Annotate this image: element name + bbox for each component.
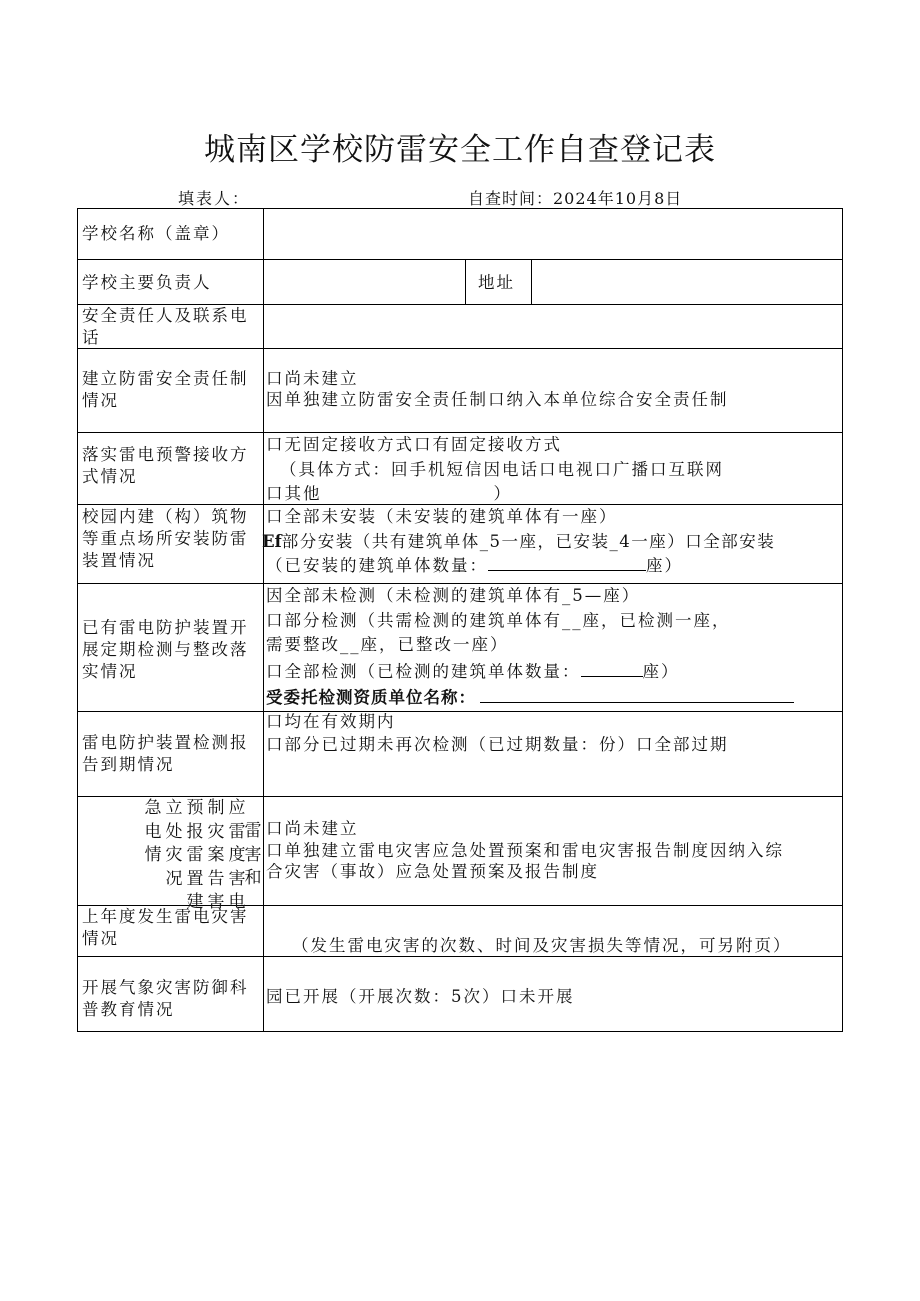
warning-other-blank[interactable] bbox=[322, 483, 494, 499]
emergency-label-col-1 bbox=[143, 797, 163, 868]
inspection-all-unit: 座） bbox=[642, 662, 680, 681]
inspection-none-unit: —座） bbox=[584, 586, 641, 605]
emergency-label-char: 预 bbox=[186, 798, 204, 818]
warning-line-1[interactable]: 口无固定接收方式口有固定接收方式 bbox=[266, 435, 562, 454]
education-option[interactable]: 园已开展（开展次数：5次）口未开展 bbox=[266, 987, 575, 1006]
emergency-label-char: 告 bbox=[207, 868, 225, 889]
report-label: 雷电防护装置检测报告到期情况 bbox=[82, 733, 249, 774]
emergency-label-char: 害 bbox=[207, 892, 225, 912]
address-field[interactable] bbox=[532, 260, 842, 304]
emergency-label-char: 急 bbox=[144, 798, 162, 818]
emergency-label-char: 案 bbox=[207, 845, 225, 865]
installation-count-unit: 座） bbox=[646, 556, 683, 575]
emergency-label-char: 置 bbox=[186, 868, 204, 889]
emergency-label-char: 度 bbox=[228, 845, 246, 865]
inspection-label: 已有雷电防护装置开展定期检测与整改落实情况 bbox=[82, 618, 249, 681]
inspection-line-2[interactable]: 口部分检测（共需检测的建筑单体有__座，已检测一座， bbox=[266, 611, 731, 630]
warning-label: 落实雷电预警接收方式情况 bbox=[82, 445, 249, 486]
emergency-option-1[interactable]: 口尚未建立 bbox=[266, 819, 359, 838]
emergency-label-char: 立 bbox=[165, 798, 183, 818]
emergency-label-char: 雷 bbox=[228, 821, 246, 842]
safety-person-field[interactable] bbox=[264, 305, 842, 348]
principal-label: 学校主要负责人 bbox=[82, 273, 212, 292]
emergency-label-char: 处 bbox=[165, 821, 183, 842]
installation-line-1[interactable]: 口全部未安装（未安装的建筑单体有一座） bbox=[266, 507, 618, 526]
warning-other-close: ） bbox=[493, 484, 512, 503]
emergency-label-char: 应 bbox=[228, 798, 246, 818]
emergency-label-col-6 bbox=[243, 820, 263, 891]
emergency-label-char: 制 bbox=[207, 798, 225, 818]
emergency-label-col-4 bbox=[206, 797, 226, 915]
emergency-label-char: 和 bbox=[244, 868, 262, 888]
emergency-label-char: 情 bbox=[144, 845, 162, 865]
warning-other-option[interactable]: 口其他 bbox=[266, 484, 322, 503]
installation-count-blank[interactable] bbox=[488, 554, 646, 571]
inspection-line-5[interactable] bbox=[266, 686, 840, 709]
report-option-2[interactable]: 口部分已过期未再次检测（已过期数量：份）口全部过期 bbox=[266, 735, 729, 754]
filler-label: 填表人： bbox=[178, 189, 251, 208]
installation-count-text: （已安装的建筑单体数量： bbox=[266, 556, 488, 575]
school-name-field[interactable] bbox=[264, 209, 842, 259]
inspection-none-text: 因全部未检测（未检测的建筑单体有 bbox=[266, 586, 562, 605]
emergency-label-char: 况 bbox=[165, 868, 183, 889]
check-time: 自查时间：2024年10月8日 bbox=[468, 189, 683, 208]
emergency-label-char: 灾 bbox=[165, 845, 183, 865]
emergency-label-char: 害 bbox=[244, 844, 262, 865]
school-name-label: 学校名称（盖章） bbox=[82, 224, 230, 243]
warning-line-3[interactable] bbox=[266, 483, 840, 505]
installation-checked-mark: Ef bbox=[262, 532, 282, 551]
inspection-agency-blank[interactable] bbox=[480, 686, 794, 703]
emergency-label-char: 灾 bbox=[207, 821, 225, 842]
inspection-line-4[interactable] bbox=[266, 660, 840, 683]
emergency-label-char: 害 bbox=[228, 868, 246, 889]
emergency-label-col-2 bbox=[164, 797, 184, 891]
emergency-label bbox=[137, 797, 263, 912]
responsibility-label: 建立防雷安全责任制情况 bbox=[82, 369, 249, 410]
installation-end-text: 一座）口全部安装 bbox=[631, 532, 776, 551]
report-option-1[interactable]: 口均在有效期内 bbox=[266, 712, 396, 731]
inspection-none-count: _5 bbox=[562, 586, 585, 605]
page-title: 城南区学校防雷安全工作自查登记表 bbox=[204, 132, 716, 168]
inspection-all-blank[interactable] bbox=[581, 660, 643, 677]
address-label: 地址 bbox=[478, 273, 515, 292]
emergency-label-char: 电 bbox=[228, 892, 246, 912]
responsibility-option-1[interactable]: 口尚未建立 bbox=[266, 369, 359, 388]
inspection-line-3: 需要整改__座，已整改一座） bbox=[266, 635, 509, 654]
emergency-label-col-3 bbox=[185, 797, 205, 915]
installation-label: 校园内建（构）筑物等重点场所安装防雷装置情况 bbox=[82, 507, 249, 570]
emergency-line-3: 合灾害（事故）应急处置预案及报告制度 bbox=[266, 862, 599, 881]
inspection-all-text: 口全部检测（已检测的建筑单体数量： bbox=[266, 662, 581, 681]
responsibility-option-2[interactable]: 因单独建立防雷安全责任制口纳入本单位综合安全责任制 bbox=[266, 390, 729, 409]
safety-person-label: 安全责任人及联系电话 bbox=[82, 306, 249, 347]
warning-line-2[interactable]: （具体方式：回手机短信因电话口电视口广播口互联网 bbox=[280, 460, 724, 479]
self-check-table bbox=[77, 208, 843, 1032]
last-year-note[interactable]: （发生雷电灾害的次数、时间及灾害损失等情况，可另附页） bbox=[292, 936, 792, 955]
emergency-option-2[interactable]: 口单独建立雷电灾害应急处置预案和雷电灾害报告制度因纳入综 bbox=[266, 841, 784, 860]
emergency-label-char: 建 bbox=[186, 892, 204, 912]
emergency-label-char: 电 bbox=[144, 821, 162, 842]
emergency-label-char: 雷 bbox=[186, 845, 204, 865]
education-label: 开展气象灾害防御科普教育情况 bbox=[82, 978, 249, 1019]
installation-line-2[interactable] bbox=[262, 531, 836, 553]
installation-line-3[interactable] bbox=[266, 554, 840, 577]
installation-partial-text: 部分安装（共有建筑单体 bbox=[281, 532, 480, 551]
installation-installed-count: _4 bbox=[609, 532, 632, 551]
installation-mid-text: 一座，已安装 bbox=[501, 532, 610, 551]
installation-total-count: _5 bbox=[479, 532, 502, 551]
last-year-label: 上年度发生雷电灾害情况 bbox=[82, 907, 249, 948]
inspection-line-1[interactable] bbox=[266, 585, 840, 607]
emergency-label-char: 报 bbox=[186, 821, 204, 842]
principal-field[interactable] bbox=[264, 260, 465, 304]
emergency-label-char: 雷 bbox=[244, 821, 262, 841]
inspection-agency-label: 受委托检测资质单位名称： bbox=[266, 688, 476, 707]
